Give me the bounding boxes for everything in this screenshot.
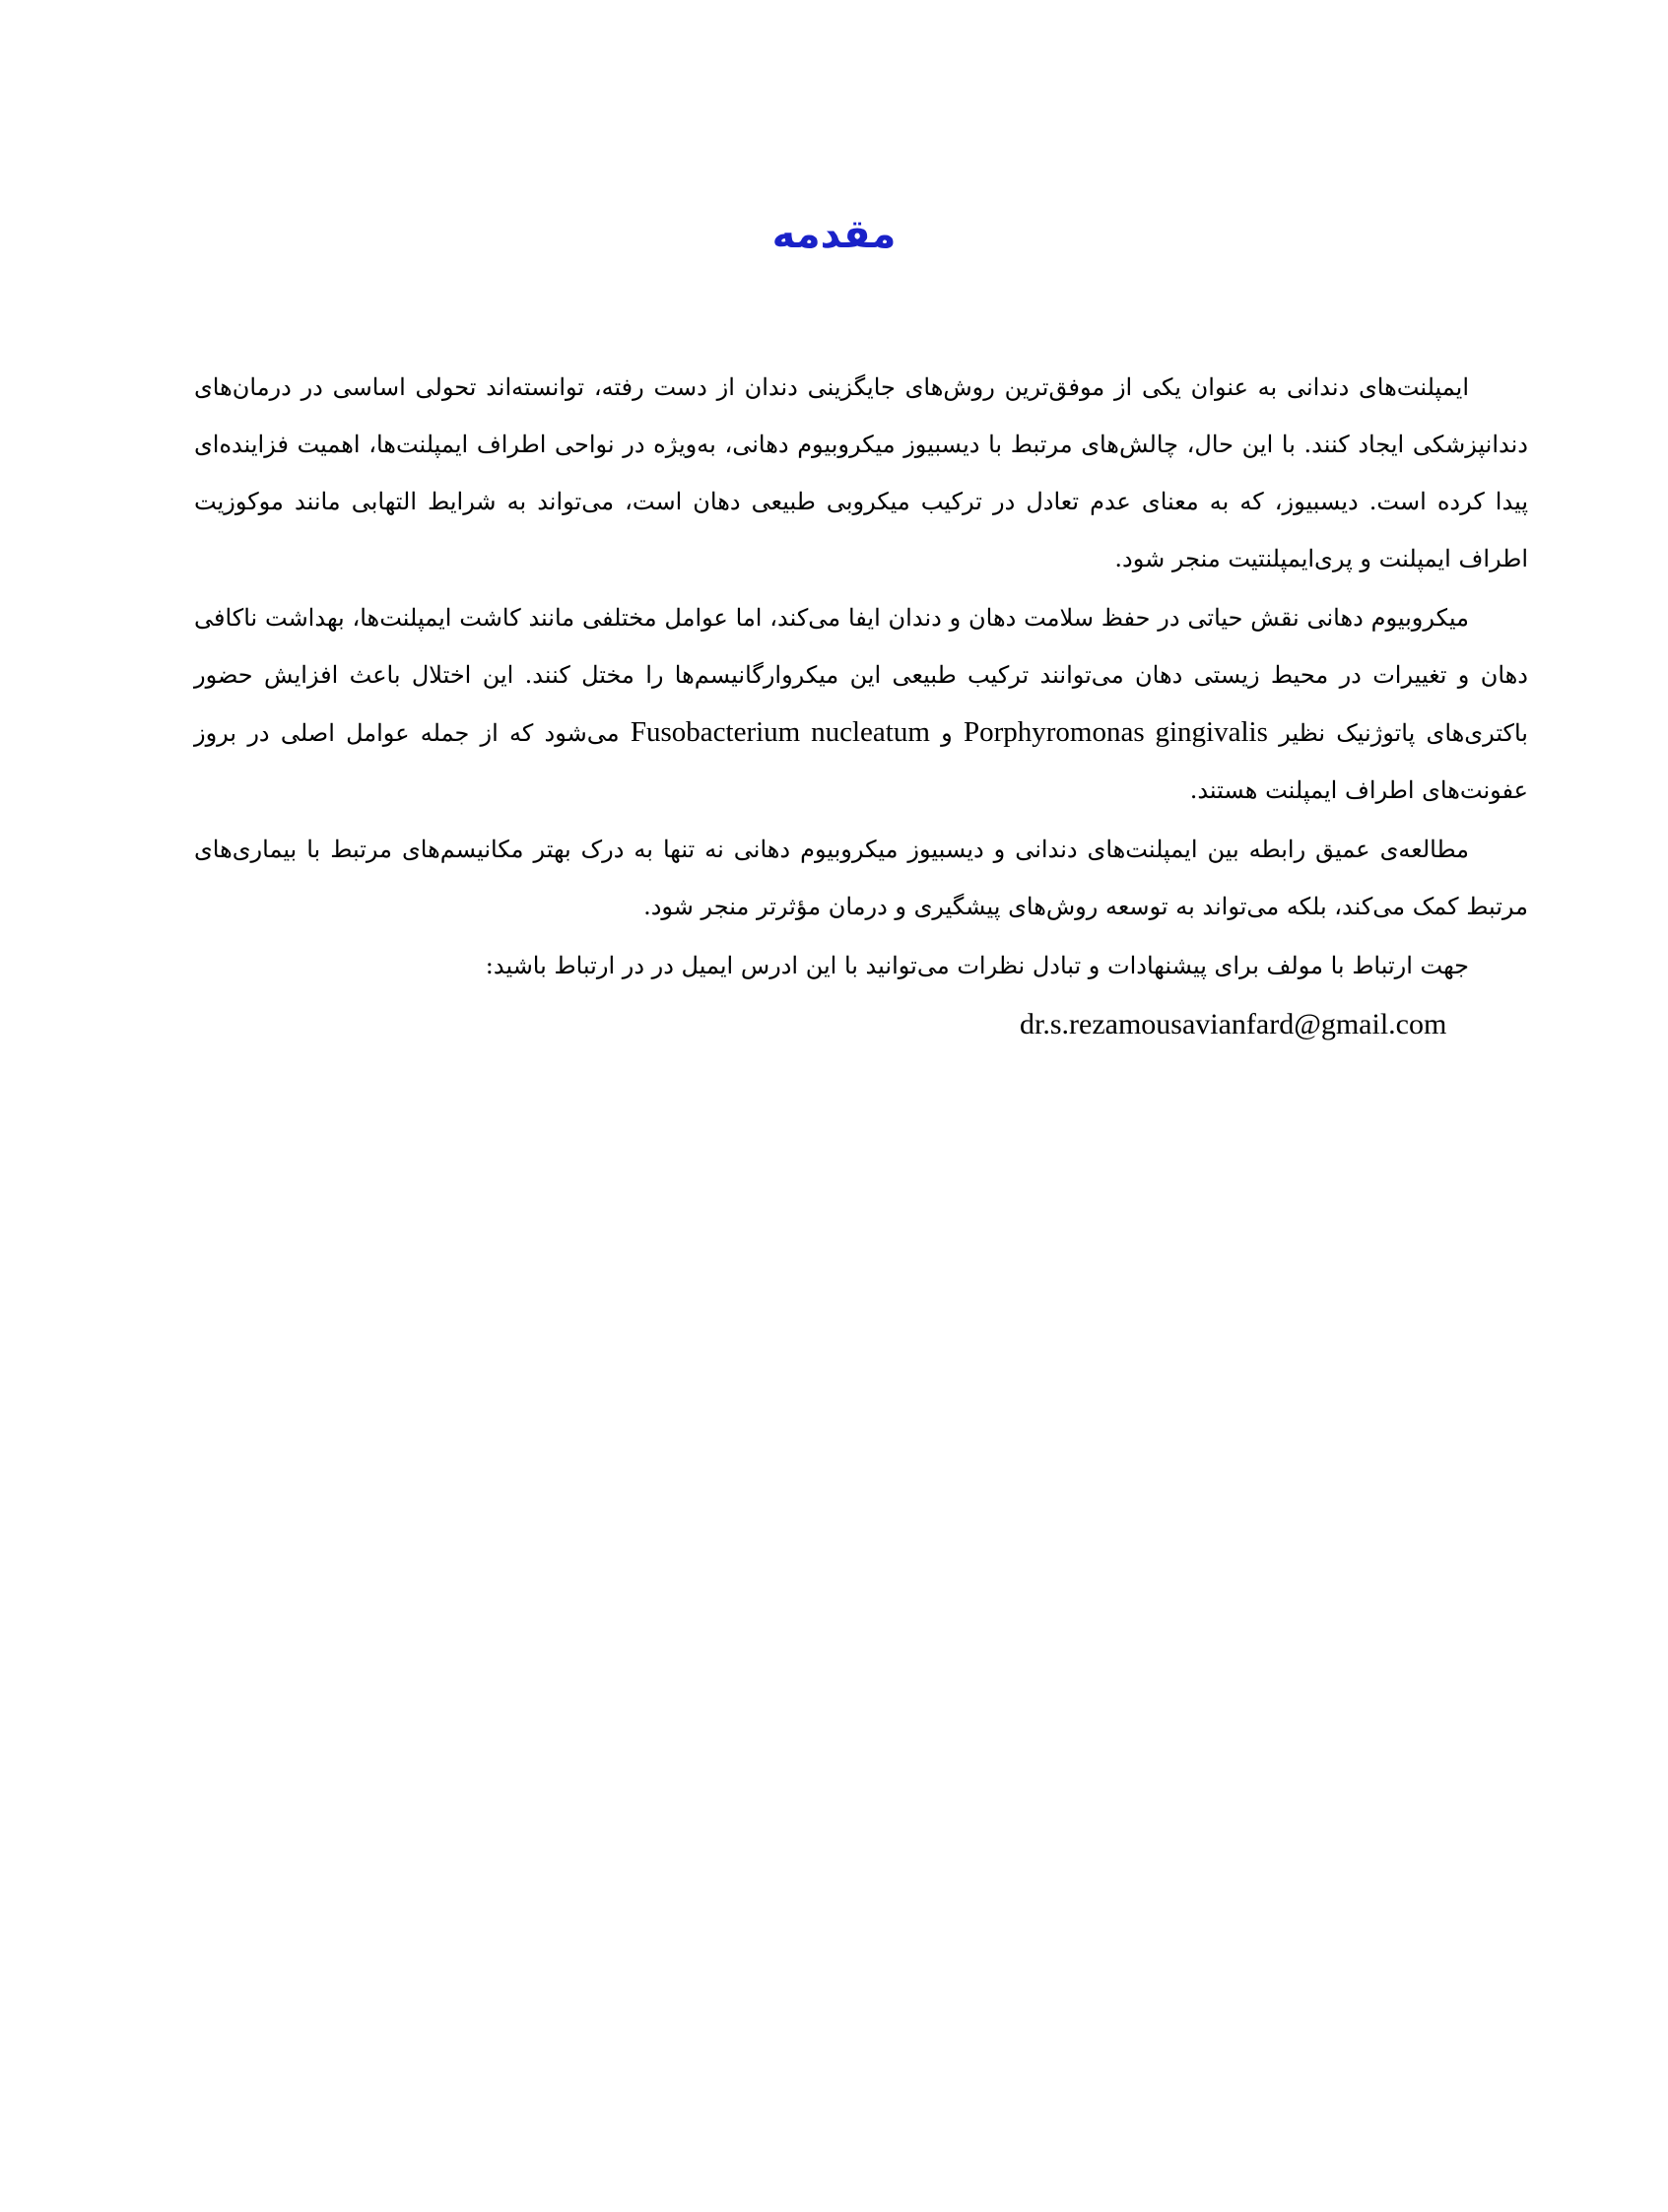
paragraph-microbiome-start: میکروبیوم دهانی نقش حیاتی در حفظ سلامت دهان و دندان ایفا می‌کند، اما عوامل مختلفی مانند کاشت ایمپلنت‌ها، بهداشت ناکافی دهان و تغییرات در محیط زیستی دهان می‌توانند ترکیب طبیعی این میکروارگانیسم‌ها را مختل کنند. این اختلال باعث افزایش حضور باکتری‌های پاتوژنیک نظیر [194, 604, 1528, 747]
paragraph-contact: جهت ارتباط با مولف برای پیشنهادات و تبادل نظرات می‌توانید با این ادرس ایمیل در در ارتباط باشید: [485, 952, 1469, 979]
paragraph-intro: ایمپلنت‌های دندانی به عنوان یکی از موفق‌ترین روش‌های جایگزینی دندان از دست رفته، توانسته‌اند تحولی اساسی در درمان‌های دندانپزشکی ایجاد کنند. با این حال، چالش‌های مرتبط با دیسبیوز میکروبیوم دهانی، به‌ویژه در نواحی اطراف ایمپلنت‌ها، اهمیت فزاینده‌ای پیدا کرده است. دیسبیوز، که به معنای عدم تعادل در ترکیب میکروبی طبیعی دهان است، می‌تواند به شرایط التهابی مانند موکوزیت اطراف ایمپلنت و پری‌ایمپلنتیت منجر شود. [194, 373, 1528, 572]
paragraph-microbiome [194, 589, 1528, 819]
species-name-porphyromonas: Porphyromonas gingivalis [963, 716, 1268, 748]
paragraph-microbiome-end: می‌شود که از جمله عوامل اصلی در بروز عفونت‌های اطراف ایمپلنت هستند. [194, 719, 1528, 804]
conjunction-and: و [941, 719, 953, 747]
species-name-fusobacterium: Fusobacterium nucleatum [630, 716, 930, 748]
page-title: مقدمه [771, 212, 897, 257]
author-email[interactable]: dr.s.rezamousavianfard@gmail.com [1020, 1008, 1447, 1040]
document-body [194, 359, 1528, 1053]
paragraph-study: مطالعه‌ی عمیق رابطه بین ایمپلنت‌های دندانی و دیسبیوز میکروبیوم دهانی نه تنها به درک بهتر مکانیسم‌های مرتبط با بیماری‌های مرتبط کمک می‌کند، بلکه می‌تواند به توسعه روش‌های پیشگیری و درمان مؤثرتر منجر شود. [194, 836, 1528, 920]
